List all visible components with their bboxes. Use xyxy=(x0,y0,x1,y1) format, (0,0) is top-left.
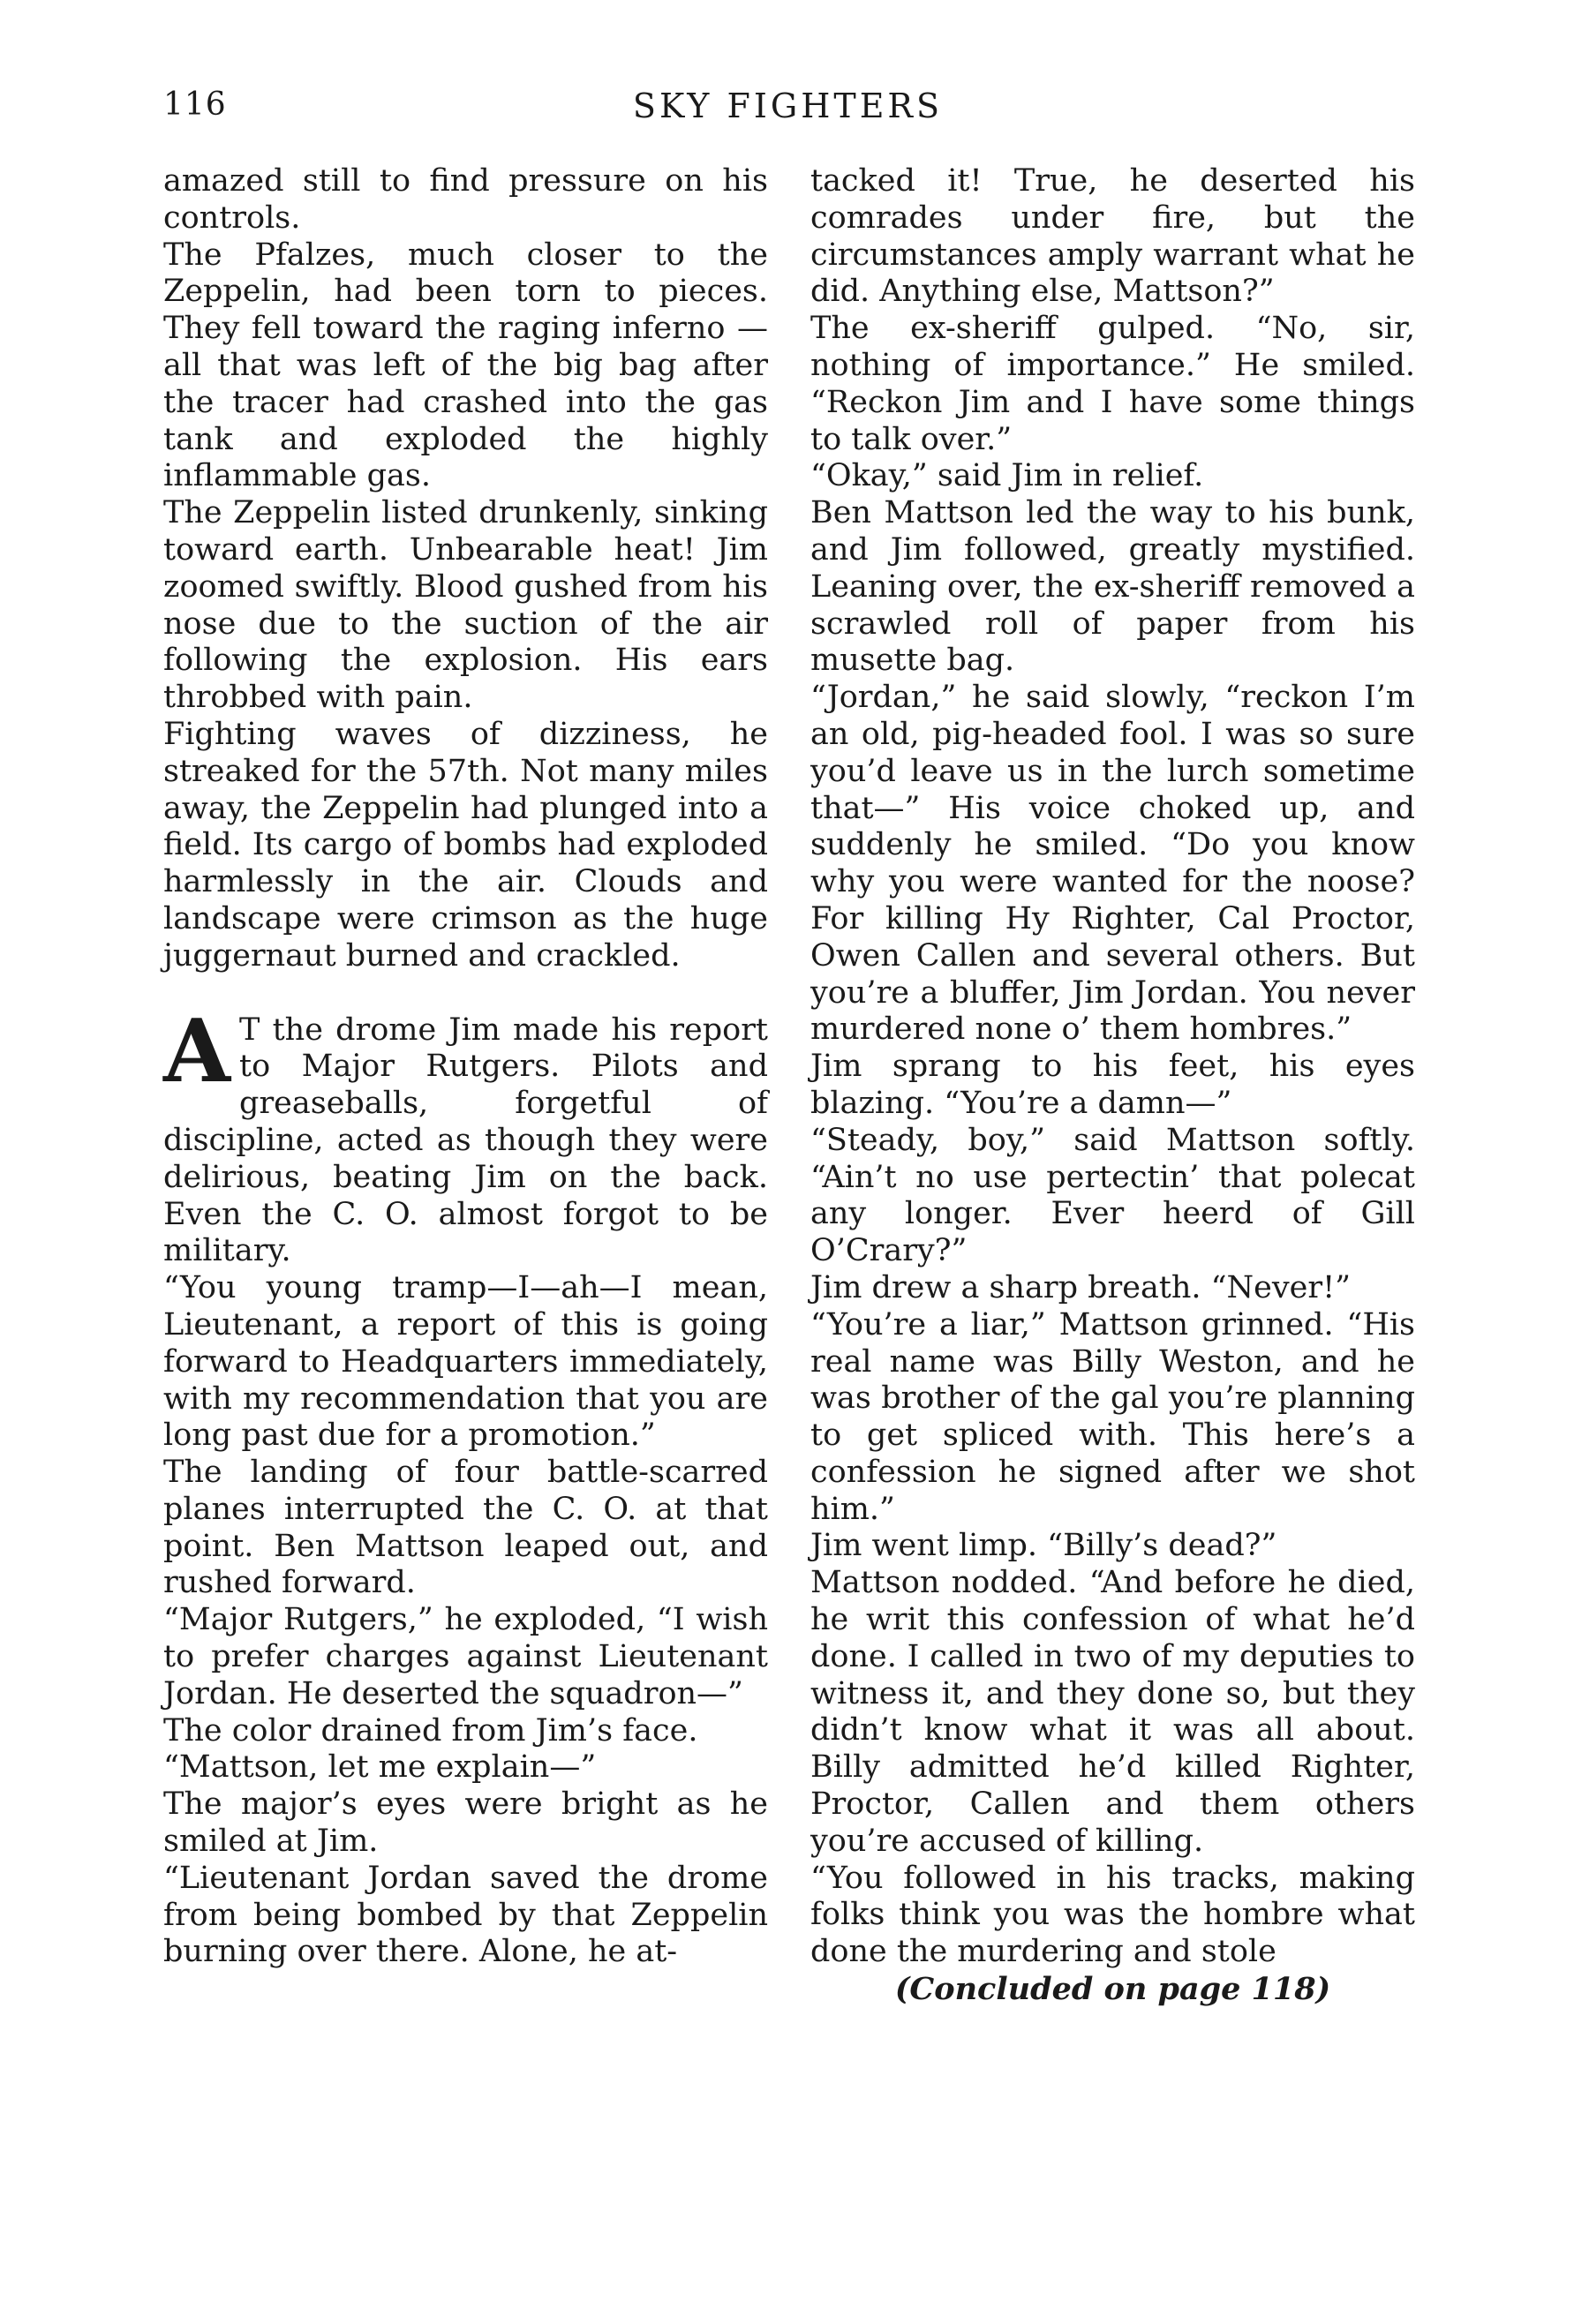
paragraph: Jim went limp. “Billy’s dead?” xyxy=(810,1528,1277,1564)
paragraph: tacked it! True, he deserted his comrades under fire, but the circumstances amply warrant what he did. Anything else, Mattson?” xyxy=(810,163,1415,310)
right-column xyxy=(810,163,1415,2008)
paragraph: Ben Mattson led the way to his bunk, and Jim followed, greatly mystified. Leaning over, the ex-sheriff removed a scrawled roll of paper from his musette bag. xyxy=(810,495,1415,679)
paragraph: “You young tramp—I—ah—I mean, Lieutenant, a report of this is going forward to Headquarters immediately, with my recommendation that you are long past due for a promotion.” xyxy=(163,1270,768,1454)
paragraph: “Lieutenant Jordan saved the drome from being bombed by that Zeppelin burning over there. Alone, he at- xyxy=(163,1860,768,1970)
paragraph: “Major Rutgers,” he exploded, “I wish to prefer charges against Lieutenant Jordan. He deserted the squadron—” xyxy=(163,1602,768,1711)
paragraph: The ex-sheriff gulped. “No, sir, nothing of importance.” He smiled. “Reckon Jim and I have some things to talk over.” xyxy=(810,311,1415,457)
section-opening-text: T the drome Jim made his report to Major Rutgers. Pilots and greaseballs, forgetful of discipline, acted as though they were delirious, beating Jim on the back. Even the C. O. almost forgot to be military. xyxy=(163,1012,768,1269)
paragraph: “Mattson, let me explain—” xyxy=(163,1749,597,1786)
paragraph: “Jordan,” he said slowly, “reckon I’m an old, pig-headed fool. I was so sure you’d leave us in the lurch sometime that—” His voice choked up, and suddenly he smiled. “Do you know why you were wanted for the noose? For killing Hy Righter, Cal Proctor, Owen Callen and several others. But you’re a bluffer, Jim Jordan. You never murdered none o’ them hombres.” xyxy=(810,680,1415,1048)
paragraph: “You followed in his tracks, making folks think you was the hombre what done the murdering and stole xyxy=(810,1860,1415,1970)
paragraph: The major’s eyes were bright as he smiled at Jim. xyxy=(163,1786,768,1860)
running-title: SKY FIGHTERS xyxy=(632,86,944,125)
paragraph: The landing of four battle-scarred planes interrupted the C. O. at that point. Ben Mattson leaped out, and rushed forward. xyxy=(163,1455,768,1601)
paragraph: Fighting waves of dizziness, he streaked for the 57th. Not many miles away, the Zeppelin had plunged into a field. Its cargo of bombs had exploded harmlessly in the air. Clouds and landscape were crimson as the huge juggernaut burned and crackled. xyxy=(163,716,768,974)
paragraph: amazed still to find pressure on his controls. xyxy=(163,163,768,236)
paragraph: “Steady, boy,” said Mattson softly. “Ain’t no use pertectin’ that polecat any longer. Ever heerd of Gill O’Crary?” xyxy=(810,1122,1415,1269)
paragraph: The Zeppelin listed drunkenly, sinking toward earth. Unbearable heat! Jim zoomed swiftly. Blood gushed from his nose due to the suction of the air following the explosion. His ears throbbed with pain. xyxy=(163,495,768,716)
section-break xyxy=(163,975,768,1012)
paragraph: “Okay,” said Jim in relief. xyxy=(810,458,1204,494)
paragraph: The Pfalzes, much closer to the Zeppelin, had been torn to pieces. They fell toward the raging inferno —all that was left of the big bag after the tracer had crashed into the gas tank and exploded the highly inflammable gas. xyxy=(163,237,768,494)
page-header xyxy=(163,86,1412,139)
paragraph: The color drained from Jim’s face. xyxy=(163,1712,698,1749)
section-opening-paragraph xyxy=(163,1000,768,1271)
page-number: 116 xyxy=(163,86,227,123)
left-column xyxy=(163,163,768,1971)
paragraph: Jim drew a sharp breath. “Never!” xyxy=(810,1269,1352,1305)
drop-cap: A xyxy=(163,1000,231,1102)
paragraph: “You’re a liar,” Mattson grinned. “His real name was Billy Weston, and he was brother of the gal you’re planning to get spliced with. This here’s a confession he signed after we shot him.” xyxy=(810,1306,1415,1527)
continued-note: (Concluded on page 118) xyxy=(894,1971,1331,2008)
paragraph: Mattson nodded. “And before he died, he writ this confession of what he’d done. I called in two of my deputies to witness it, and they done so, but they didn’t know what it was all about. Billy admitted he’d killed Righter, Proctor, Callen and them others you’re accused of killing. xyxy=(810,1565,1415,1859)
paragraph: Jim sprang to his feet, his eyes blazing. “You’re a damn—” xyxy=(810,1049,1415,1121)
